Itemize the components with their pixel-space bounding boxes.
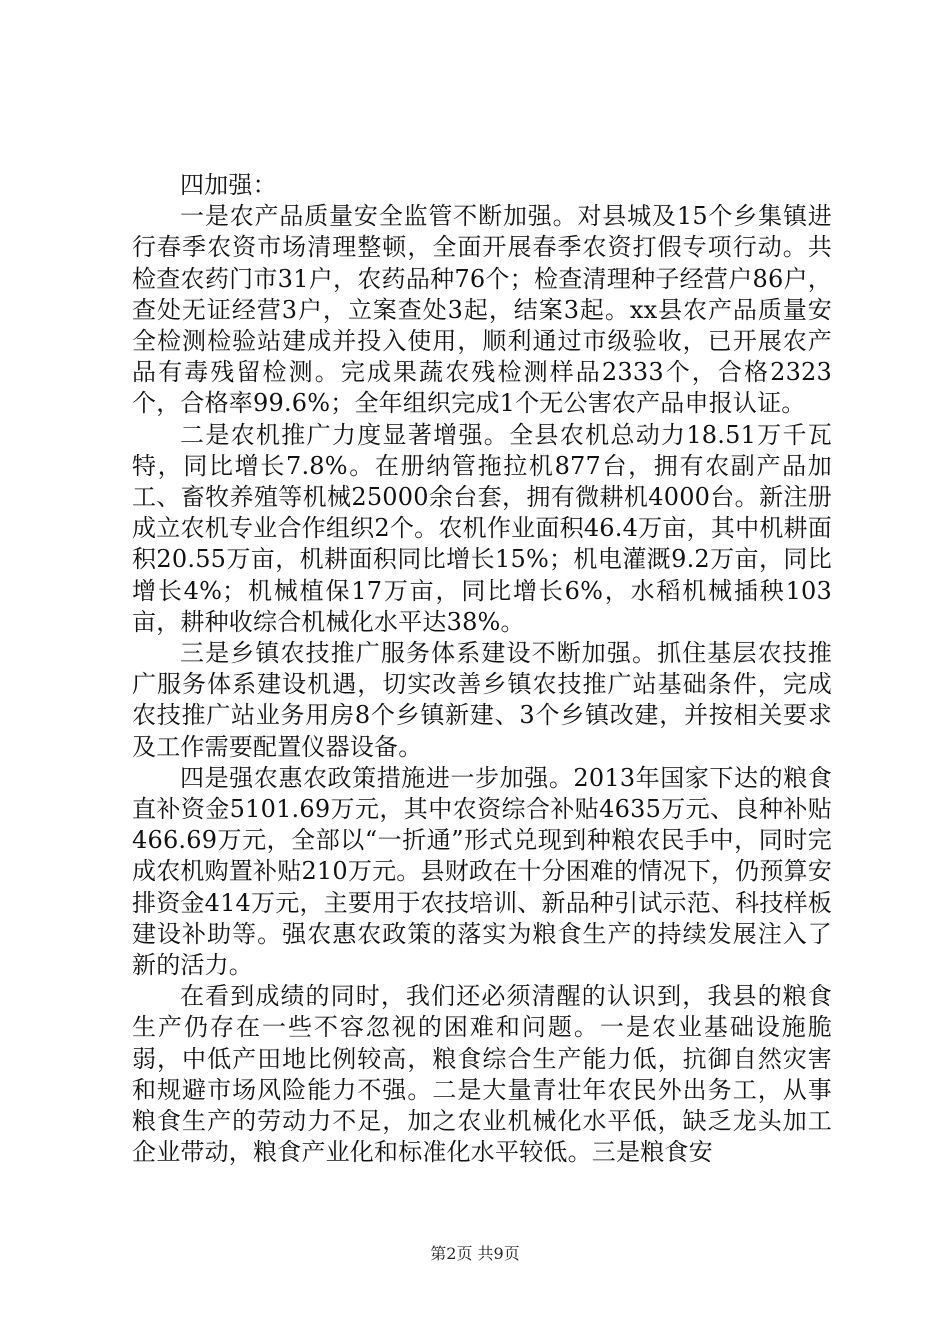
paragraph-quality-safety: 一是农产品质量安全监管不断加强。对县城及15个乡集镇进行春季农资市场清理整顿，全面开展春季农资打假专项行动。共检查农药门市31户，农药品种76个；检查清理种子经营户86户，查处无证经营3户，立案查处3起，结案3起。xx县农产品质量安全检测检验站建成并投入使用，顺利通过市级验收，已开展农产品有毒残留检测。完成果蔬农残检测样品2333个，合格2323个，合格率99.6%；全年组织完成1个无公害农产品申报认证。 [132,202,832,418]
page-number-footer: 第2页 共9页 [430,1244,520,1263]
paragraph-tech-extension: 三是乡镇农技推广服务体系建设不断加强。抓住基层农技推广服务体系建设机遇，切实改善乡镇农技推广站基础条件，完成农技推广站业务用房8个乡镇新建、3个乡镇改建，并按相关要求及工作需要配置仪器设备。 [132,639,832,761]
paragraph-subsidy-policy: 四是强农惠农政策措施进一步加强。2013年国家下达的粮食直补资金5101.69万元，其中农资综合补贴4635万元、良种补贴466.69万元，全部以“一折通”形式兑现到种粮农民手中，同时完成农机购置补贴210万元。县财政在十分困难的情况下，仍预算安排资金414万元，主要用于农技培训、新品种引试示范、科技样板建设补助等。强农惠农政策的落实为粮食生产的持续发展注入了新的活力。 [132,763,832,980]
section-heading: 四加强： [180,171,277,199]
paragraph-problems: 在看到成绩的同时，我们还必须清醒的认识到，我县的粮食生产仍存在一些不容忽视的困难和问题。一是农业基础设施脆弱，中低产田地比例较高，粮食综合生产能力低，抗御自然灾害和规避市场风险能力不强。二是大量青壮年农民外出务工，从事粮食生产的劳动力不足，加之农业机械化水平低，缺乏龙头加工企业带动，粮食产业化和标准化水平较低。三是粮食安 [132,982,832,1167]
document-body [132,170,832,1169]
paragraph-farm-machinery: 二是农机推广力度显著增强。全县农机总动力18.51万千瓦特，同比增长7.8%。在册纳管拖拉机877台，拥有农副产品加工、畜牧养殖等机械25000余台套，拥有微耕机4000台。新注册成立农机专业合作组织2个。农机作业面积46.4万亩，其中机耕面积20.55万亩，机耕面积同比增长15%；机电灌溉9.2万亩，同比增长4%；机械植保17万亩，同比增长6%，水稻机械插秧103亩，耕种收综合机械化水平达38%。 [132,420,832,636]
